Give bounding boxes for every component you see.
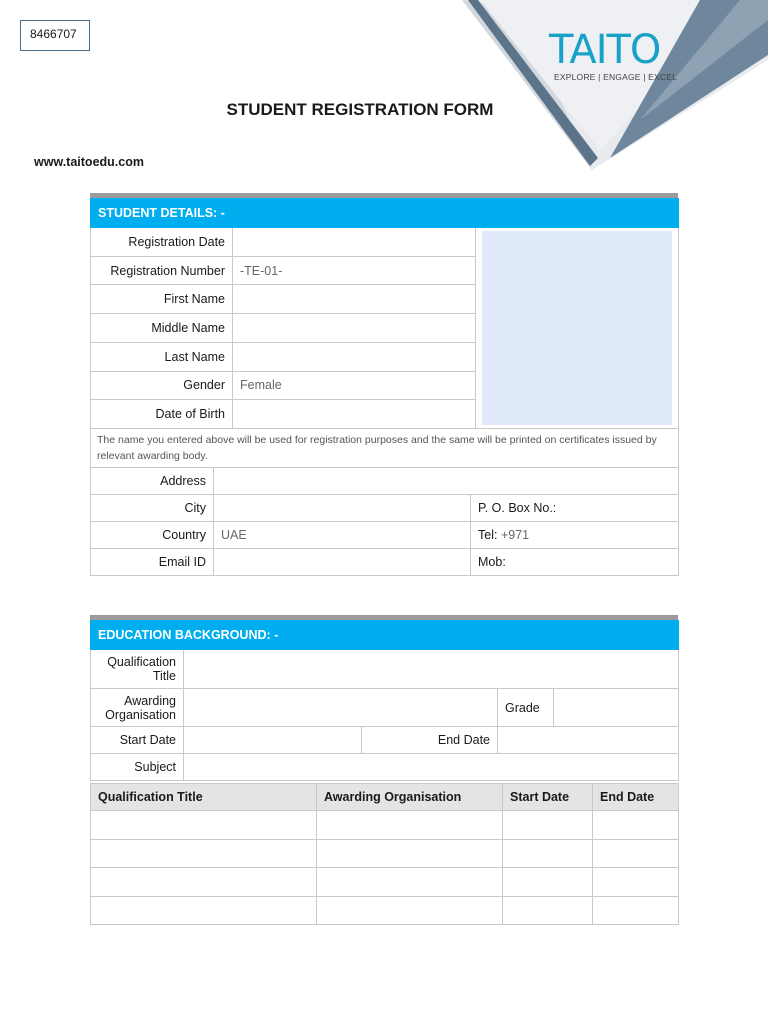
mob-field[interactable]	[471, 549, 679, 576]
tel-value: +971	[500, 528, 530, 542]
awarding-organisation-field[interactable]	[184, 689, 498, 727]
dob-label: Date of Birth	[91, 400, 233, 429]
start-date-label: Start Date	[91, 727, 184, 754]
table-row	[91, 811, 679, 840]
table-cell[interactable]	[593, 868, 679, 897]
gender-label: Gender	[91, 371, 233, 400]
column-header-end-date: End Date	[593, 784, 679, 811]
subject-label: Subject	[91, 754, 184, 781]
table-cell[interactable]	[91, 897, 317, 925]
registration-date-label: Registration Date	[91, 228, 233, 257]
end-date-field[interactable]	[498, 727, 679, 754]
table-cell[interactable]	[593, 811, 679, 840]
column-header-start-date: Start Date	[503, 784, 593, 811]
first-name-label: First Name	[91, 285, 233, 314]
gender-field[interactable]: Female	[233, 371, 476, 400]
education-table	[90, 620, 679, 781]
email-label: Email ID	[91, 549, 214, 576]
registration-number-field[interactable]: -TE-01-	[233, 256, 476, 285]
name-usage-note: The name you entered above will be used for registration purposes and the same will be printed on certificates issued by relevant awarding body.	[91, 429, 679, 468]
table-cell[interactable]	[317, 811, 503, 840]
logo-tagline: EXPLORE | ENGAGE | EXCEL	[554, 72, 678, 82]
tel-label: Tel:	[478, 528, 498, 542]
qualifications-table	[90, 783, 679, 925]
address-label: Address	[91, 468, 214, 495]
end-date-label: End Date	[362, 727, 498, 754]
table-cell[interactable]	[317, 840, 503, 868]
start-date-field[interactable]	[184, 727, 362, 754]
dob-field[interactable]	[233, 400, 476, 429]
address-field[interactable]	[214, 468, 679, 495]
table-cell[interactable]	[317, 868, 503, 897]
city-label: City	[91, 495, 214, 522]
table-cell[interactable]	[503, 811, 593, 840]
taito-logo	[549, 27, 678, 86]
city-field[interactable]	[214, 495, 471, 522]
column-header-qualification-title: Qualification Title	[91, 784, 317, 811]
table-row	[91, 868, 679, 897]
website-link[interactable]: www.taitoedu.com	[34, 155, 144, 169]
po-box-field[interactable]	[471, 495, 679, 522]
qualification-title-field[interactable]	[184, 650, 679, 689]
document-id: 8466707	[20, 20, 90, 51]
tel-field[interactable]	[471, 522, 679, 549]
mob-label: Mob:	[478, 555, 506, 569]
awarding-organisation-label: Awarding Organisation	[91, 689, 184, 727]
last-name-label: Last Name	[91, 342, 233, 371]
photo-cell	[476, 228, 679, 429]
table-row	[91, 897, 679, 925]
subject-field[interactable]	[184, 754, 679, 781]
student-details-table	[90, 198, 679, 468]
first-name-field[interactable]	[233, 285, 476, 314]
last-name-field[interactable]	[233, 342, 476, 371]
middle-name-label: Middle Name	[91, 314, 233, 343]
education-heading: EDUCATION BACKGROUND: -	[91, 621, 679, 650]
registration-number-label: Registration Number	[91, 256, 233, 285]
table-row	[91, 840, 679, 868]
table-cell[interactable]	[503, 868, 593, 897]
registration-date-field[interactable]	[233, 228, 476, 257]
grade-field[interactable]	[554, 689, 679, 727]
table-cell[interactable]	[593, 840, 679, 868]
table-cell[interactable]	[503, 897, 593, 925]
contact-table	[90, 467, 679, 576]
middle-name-field[interactable]	[233, 314, 476, 343]
email-field[interactable]	[214, 549, 471, 576]
table-cell[interactable]	[317, 897, 503, 925]
country-label: Country	[91, 522, 214, 549]
column-header-awarding-organisation: Awarding Organisation	[317, 784, 503, 811]
grade-label: Grade	[498, 689, 554, 727]
form-title: STUDENT REGISTRATION FORM	[226, 100, 494, 119]
student-details-heading: STUDENT DETAILS: -	[91, 199, 679, 228]
table-cell[interactable]	[503, 840, 593, 868]
qualification-title-label: Qualification Title	[91, 650, 184, 689]
country-field[interactable]: UAE	[214, 522, 471, 549]
table-cell[interactable]	[593, 897, 679, 925]
logo-text: TAITO	[549, 27, 661, 73]
table-cell[interactable]	[91, 811, 317, 840]
table-cell[interactable]	[91, 868, 317, 897]
photo-placeholder[interactable]	[482, 231, 672, 425]
table-cell[interactable]	[91, 840, 317, 868]
po-box-label: P. O. Box No.:	[478, 501, 557, 515]
